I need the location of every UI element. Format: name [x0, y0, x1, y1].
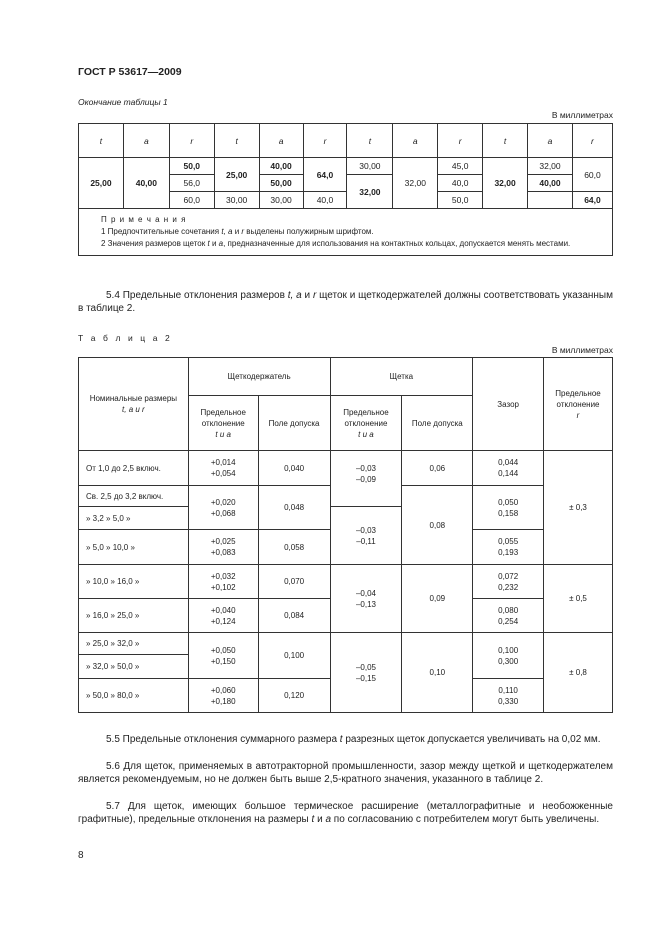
cell: 50,0 [438, 192, 483, 209]
cell: –0,03 –0,11 [330, 507, 402, 565]
cell: ± 0,8 [544, 633, 613, 713]
table2 [78, 357, 613, 713]
document-header: ГОСТ Р 53617—2009 [78, 66, 182, 78]
cell: 56,0 [169, 175, 214, 192]
row-label: » 25,0 » 32,0 » [79, 633, 189, 655]
cell: 0,120 [258, 679, 330, 713]
cell: 0,110 0,330 [473, 679, 544, 713]
header-t: t [214, 124, 259, 158]
header-limit: Предельное отклонение r [544, 358, 613, 451]
header-t: t [347, 124, 393, 158]
cell: 32,00 [393, 158, 438, 209]
cell: +0,050 +0,150 [188, 633, 258, 679]
row-label: » 32,0 » 50,0 » [79, 655, 189, 679]
cell: 25,00 [79, 158, 124, 209]
cell: 0,058 [258, 530, 330, 565]
cell: 60,0 [169, 192, 214, 209]
table1-unit: В миллиметрах [551, 110, 613, 120]
header-r: r [169, 124, 214, 158]
cell: 0,050 0,158 [473, 486, 544, 530]
header-holder: Щеткодержатель [188, 358, 330, 396]
cell: ± 0,3 [544, 451, 613, 565]
cell: 32,00 [347, 175, 393, 209]
table1 [78, 123, 613, 256]
cell: 0,100 [258, 633, 330, 679]
cell: 0,055 0,193 [473, 530, 544, 565]
header-a: a [393, 124, 438, 158]
table1-caption: Окончание таблицы 1 [78, 97, 168, 107]
cell: 64,0 [572, 192, 612, 209]
cell: –0,03 –0,09 [330, 451, 402, 507]
cell: 0,09 [402, 565, 473, 633]
header-brush-tol: Поле допуска [402, 396, 473, 451]
cell: +0,020 +0,068 [188, 486, 258, 530]
cell: 0,048 [258, 486, 330, 530]
header-r: r [438, 124, 483, 158]
cell: 45,0 [438, 158, 483, 175]
header-brush: Щетка [330, 358, 473, 396]
cell: 40,0 [303, 192, 347, 209]
paragraph-5-5: 5.5 Предельные отклонения суммарного размера t разрезных щеток допускается увеличивать на 0,02 мм. [106, 734, 601, 745]
cell: 30,00 [214, 192, 259, 209]
cell: 0,040 [258, 451, 330, 486]
cell: 0,10 [402, 633, 473, 713]
cell: 0,084 [258, 599, 330, 633]
cell: +0,014 +0,054 [188, 451, 258, 486]
cell: 30,00 [259, 192, 303, 209]
cell: 40,0 [438, 175, 483, 192]
header-holder-tol: Поле допуска [258, 396, 330, 451]
cell: 32,00 [483, 158, 528, 209]
paragraph-5-4: 5.4 Предельные отклонения размеров t, a и r щеток и щеткодержателей должны соответствовать указанным в таблице 2. [78, 290, 613, 314]
row-label: » 16,0 » 25,0 » [79, 599, 189, 633]
cell: +0,025 +0,083 [188, 530, 258, 565]
cell: +0,032 +0,102 [188, 565, 258, 599]
page-number: 8 [78, 850, 84, 861]
cell: 0,100 0,300 [473, 633, 544, 679]
cell: 40,00 [123, 158, 169, 209]
cell: 40,00 [528, 175, 573, 192]
paragraph-5-7: 5.7 Для щеток, имеющих большое термическое расширение (металлографитные и необожженные графитные), предельные отклонения на размеры t и a по согласованию с потребителем могут быть увеличены. [78, 801, 613, 825]
header-r: r [572, 124, 612, 158]
paragraph-5-6: 5.6 Для щеток, применяемых в автотракторной промышленности, зазор между щеткой и щеткодержателем является рекомендуемым, но не должен быть выше 2,5-кратного значения, указанного в таблице 2. [78, 761, 613, 785]
cell: 0,070 [258, 565, 330, 599]
cell: 0,072 0,232 [473, 565, 544, 599]
header-r: r [303, 124, 347, 158]
cell: +0,060 +0,180 [188, 679, 258, 713]
note-1: 1 Предпочтительные сочетания t, a и r выделены полужирным шрифтом. [101, 227, 374, 237]
cell: 32,00 [528, 158, 573, 175]
table1-notes [79, 209, 613, 256]
row-label: » 3,2 » 5,0 » [79, 507, 189, 530]
cell: 30,00 [347, 158, 393, 175]
table2-title: Т а б л и ц а 2 [78, 333, 173, 343]
cell: +0,040 +0,124 [188, 599, 258, 633]
row-label: » 50,0 » 80,0 » [79, 679, 189, 713]
notes-title: П р и м е ч а н и я [101, 215, 187, 224]
cell: 64,0 [303, 158, 347, 192]
cell: 40,00 [259, 158, 303, 175]
row-label: » 5,0 » 10,0 » [79, 530, 189, 565]
cell: ± 0,5 [544, 565, 613, 633]
cell: –0,05 –0,15 [330, 633, 402, 713]
note-2: 2 Значения размеров щеток t и a, предназначенные для использования на контактных кольцах, допускается менять местами. [101, 239, 571, 249]
header-holder-dev: Предельное отклонение t и a [188, 396, 258, 451]
cell: 0,08 [402, 486, 473, 565]
cell: 60,0 [572, 158, 612, 192]
header-t: t [79, 124, 124, 158]
cell: 0,06 [402, 451, 473, 486]
header-a: a [123, 124, 169, 158]
table1-header-row [79, 124, 613, 158]
header-t: t [483, 124, 528, 158]
cell: 50,0 [169, 158, 214, 175]
cell: 0,080 0,254 [473, 599, 544, 633]
header-nominal: Номинальные размеры t, a и r [79, 358, 189, 451]
table2-unit: В миллиметрах [551, 345, 613, 355]
header-gap: Зазор [473, 358, 544, 451]
cell: –0,04 –0,13 [330, 565, 402, 633]
header-brush-dev: Предельное отклонение t и a [330, 396, 402, 451]
row-label: От 1,0 до 2,5 включ. [79, 451, 189, 486]
cell: 50,00 [259, 175, 303, 192]
row-label: » 10,0 » 16,0 » [79, 565, 189, 599]
cell: 25,00 [214, 158, 259, 192]
header-a: a [528, 124, 573, 158]
cell: 0,044 0,144 [473, 451, 544, 486]
header-a: a [259, 124, 303, 158]
row-label: Св. 2,5 до 3,2 включ. [79, 486, 189, 507]
